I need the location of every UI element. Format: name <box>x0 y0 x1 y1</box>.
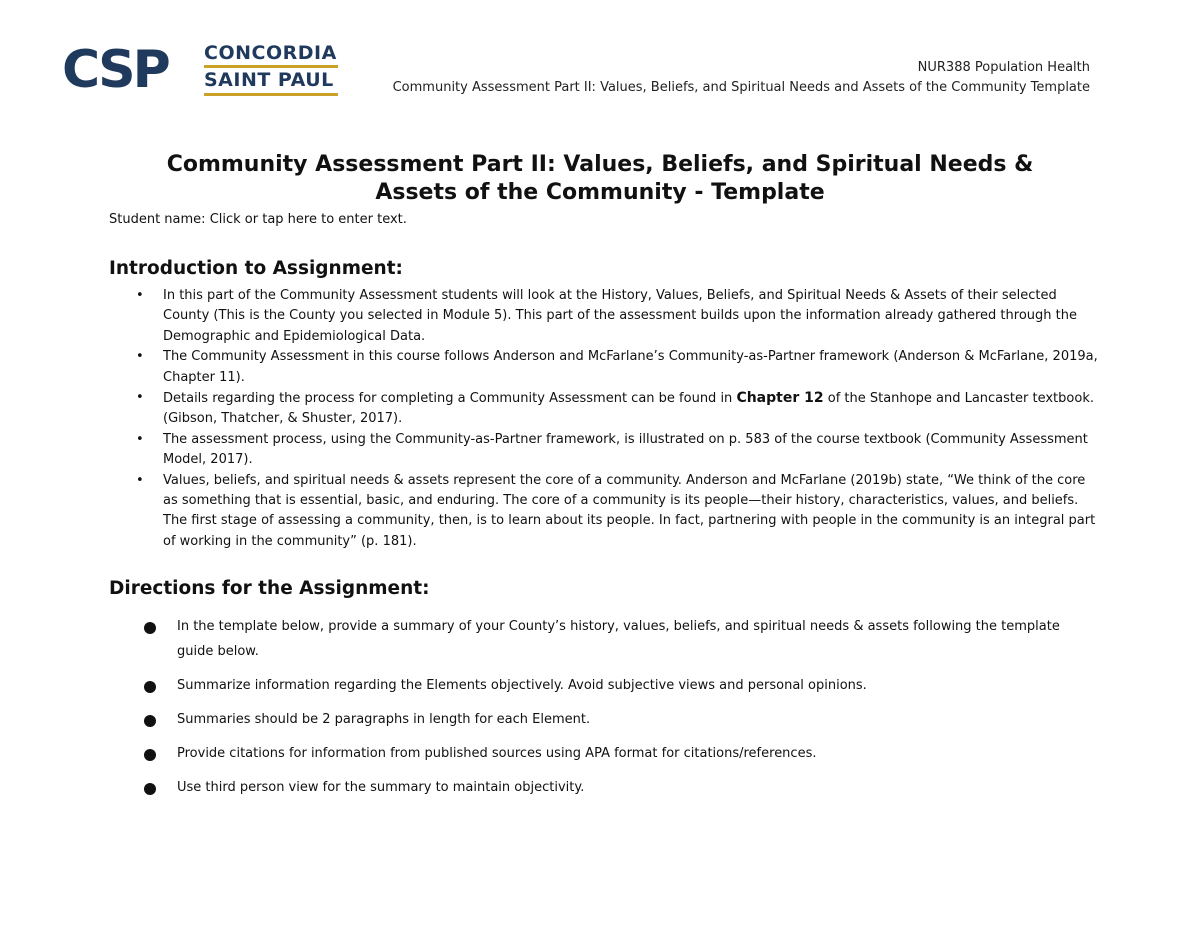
direction-item-text: Summaries should be 2 paragraphs in length for each Element. <box>177 712 591 727</box>
student-name-label: Student name: <box>109 212 210 227</box>
list-item <box>109 430 1099 471</box>
directions-list <box>109 614 1099 809</box>
intro-item-text-pre: Details regarding the process for completing a Community Assessment can be found in <box>163 391 737 407</box>
logo-wordmark <box>204 42 344 97</box>
bullet-icon <box>144 783 156 795</box>
list-item <box>109 673 1099 698</box>
intro-item-text: In this part of the Community Assessment students will look at the History, Values, Beliefs, and Spiritual Needs & Assets of their selected County (This is the County you selected in Module 5). This part of the assessment builds upon the information already gathered through the Demographic and Epidemiological Data. <box>163 288 1077 344</box>
csp-mark-text: CSP <box>62 40 168 96</box>
bullet-icon: • <box>136 349 144 365</box>
student-name-field[interactable]: Click or tap here to enter text. <box>209 212 407 227</box>
list-item <box>109 741 1099 766</box>
concordia-logo <box>62 40 342 96</box>
list-item <box>109 286 1099 347</box>
bullet-icon <box>144 715 156 727</box>
intro-list <box>109 286 1099 552</box>
page-header <box>393 58 1090 98</box>
intro-item-text-post: of the Stanhope and Lancaster textbook. (Gibson, Thatcher, & Shuster, 2017). <box>163 391 1094 427</box>
direction-item-text: Use third person view for the summary to maintain objectivity. <box>177 780 585 795</box>
document-title <box>100 151 1100 207</box>
direction-item-text: Summarize information regarding the Elements objectively. Avoid subjective views and personal opinions. <box>177 678 867 693</box>
list-item <box>109 614 1099 664</box>
chapter-reference: Chapter 12 <box>736 390 824 407</box>
header-subtitle: Community Assessment Part II: Values, Beliefs, and Spiritual Needs and Assets of the Community Template <box>392 80 1090 95</box>
intro-item-text: Values, beliefs, and spiritual needs & assets represent the core of a community. Anderson and McFarlane (2019b) state, “We think of the core as something that is essential, basic, and enduring. The core of a community is its people—their history, characteristics, values, and beliefs. The first stage of assessing a community, then, is to learn about its people. In fact, partnering with people in the community is an integral part of working in the community” (p. 181). <box>163 472 1096 549</box>
bullet-icon: • <box>136 472 144 488</box>
list-item <box>109 347 1099 388</box>
bullet-icon <box>144 622 156 634</box>
bullet-icon <box>144 681 156 693</box>
intro-item-text: The Community Assessment in this course follows Anderson and McFarlane’s Community-as-Partner framework (Anderson & McFarlane, 2019a, Chapter 11). <box>163 349 1098 385</box>
bullet-icon: • <box>136 288 144 303</box>
bullet-icon: • <box>136 431 144 447</box>
logo-line-2: SAINT PAUL <box>204 69 334 91</box>
bullet-icon <box>144 749 156 761</box>
directions-heading: Directions for the Assignment: <box>109 578 430 599</box>
logo-gold-rule-bottom <box>204 93 338 96</box>
direction-item-text: In the template below, provide a summary of your County’s history, values, beliefs, and spiritual needs & assets following the template guide below. <box>177 619 1060 659</box>
document-title-line-1: Community Assessment Part II: Values, Beliefs, and Spiritual Needs & <box>166 152 1034 177</box>
list-item <box>109 775 1099 800</box>
list-item <box>109 388 1099 430</box>
intro-item-text: The assessment process, using the Community-as-Partner framework, is illustrated on p. 583 of the course textbook (Community Assessment Model, 2017). <box>163 431 1088 468</box>
csp-logo-mark-icon <box>62 40 202 96</box>
direction-item-text: Provide citations for information from published sources using APA format for citations/references. <box>177 746 817 761</box>
bullet-icon: • <box>136 390 144 406</box>
list-item <box>109 471 1099 553</box>
student-name-row <box>109 211 407 229</box>
document-title-line-2: Assets of the Community - Template <box>375 180 825 205</box>
header-course: NUR388 Population Health <box>917 60 1090 75</box>
logo-gold-rule <box>204 65 338 68</box>
intro-heading: Introduction to Assignment: <box>109 258 403 279</box>
list-item <box>109 707 1099 732</box>
logo-line-1: CONCORDIA <box>204 42 337 64</box>
